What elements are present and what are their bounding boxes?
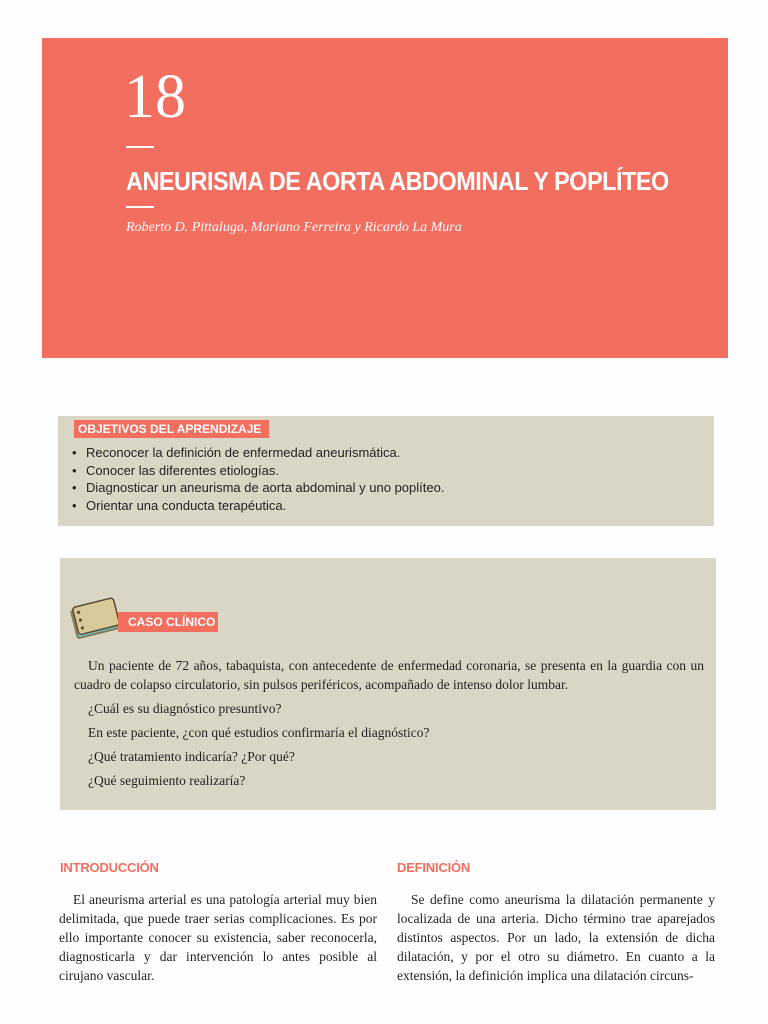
chapter-number: 18 — [124, 63, 186, 131]
case-text — [74, 656, 704, 790]
case-question: ¿Cuál es su diagnóstico presuntivo? — [88, 701, 282, 716]
case-paragraph: Un paciente de 72 años, tabaquista, con antecedente de enfermedad coronaria, se presenta en la guardia con un cuadro de colapso circulatorio, sin pulsos periféricos, acompañado de intenso dolor lumbar. — [74, 658, 704, 692]
definition-heading: DEFINICIÓN — [397, 860, 471, 875]
introduction-paragraph: El aneurisma arterial es una patología arterial muy bien delimitada, que puede traer serias complicaciones. Es por ello importante conocer su existencia, saber reconocerla, diagnosticarla y dar intervención lo antes posible al cirujano vascular. — [59, 892, 377, 983]
objectives-label: OBJETIVOS DEL APRENDIZAJE — [74, 420, 269, 438]
introduction-heading: INTRODUCCIÓN — [60, 860, 159, 875]
objective-item: • Orientar una conducta terapéutica. — [72, 497, 444, 515]
definition-column — [397, 890, 715, 985]
objective-item: • Reconocer la definición de enfermedad aneurismática. — [72, 444, 444, 462]
objectives-list — [72, 444, 444, 514]
chapter-header — [42, 38, 728, 358]
chapter-authors: Roberto D. Pittaluga, Mariano Ferreira y Ricardo La Mura — [126, 220, 462, 235]
clinical-case-box — [60, 558, 716, 810]
learning-objectives-box — [58, 416, 714, 526]
chapter-title: ANEURISMA DE AORTA ABDOMINAL Y POPLÍTEO — [126, 166, 669, 196]
objective-item: • Conocer las diferentes etiologías. — [72, 462, 444, 480]
case-question: En este paciente, ¿con qué estudios confirmaría el diagnóstico? — [88, 725, 430, 740]
case-question: ¿Qué tratamiento indicaría? ¿Por qué? — [88, 749, 295, 764]
title-rule-top — [126, 146, 154, 148]
definition-paragraph: Se define como aneurisma la dilatación permanente y localizada de una arteria. Dicho término trae aparejados distintos aspectos. Por un lado, la extensión de dicha dilatación, y por el otro su diámetro. En cuanto a la extensión, la definición implica una dilatación circuns- — [397, 892, 715, 983]
case-label: CASO CLÍNICO — [118, 612, 218, 632]
introduction-column — [59, 890, 377, 985]
title-rule-bottom — [126, 206, 154, 208]
case-question: ¿Qué seguimiento realizaría? — [88, 773, 246, 788]
objective-item: • Diagnosticar un aneurisma de aorta abdominal y uno poplíteo. — [72, 479, 444, 497]
